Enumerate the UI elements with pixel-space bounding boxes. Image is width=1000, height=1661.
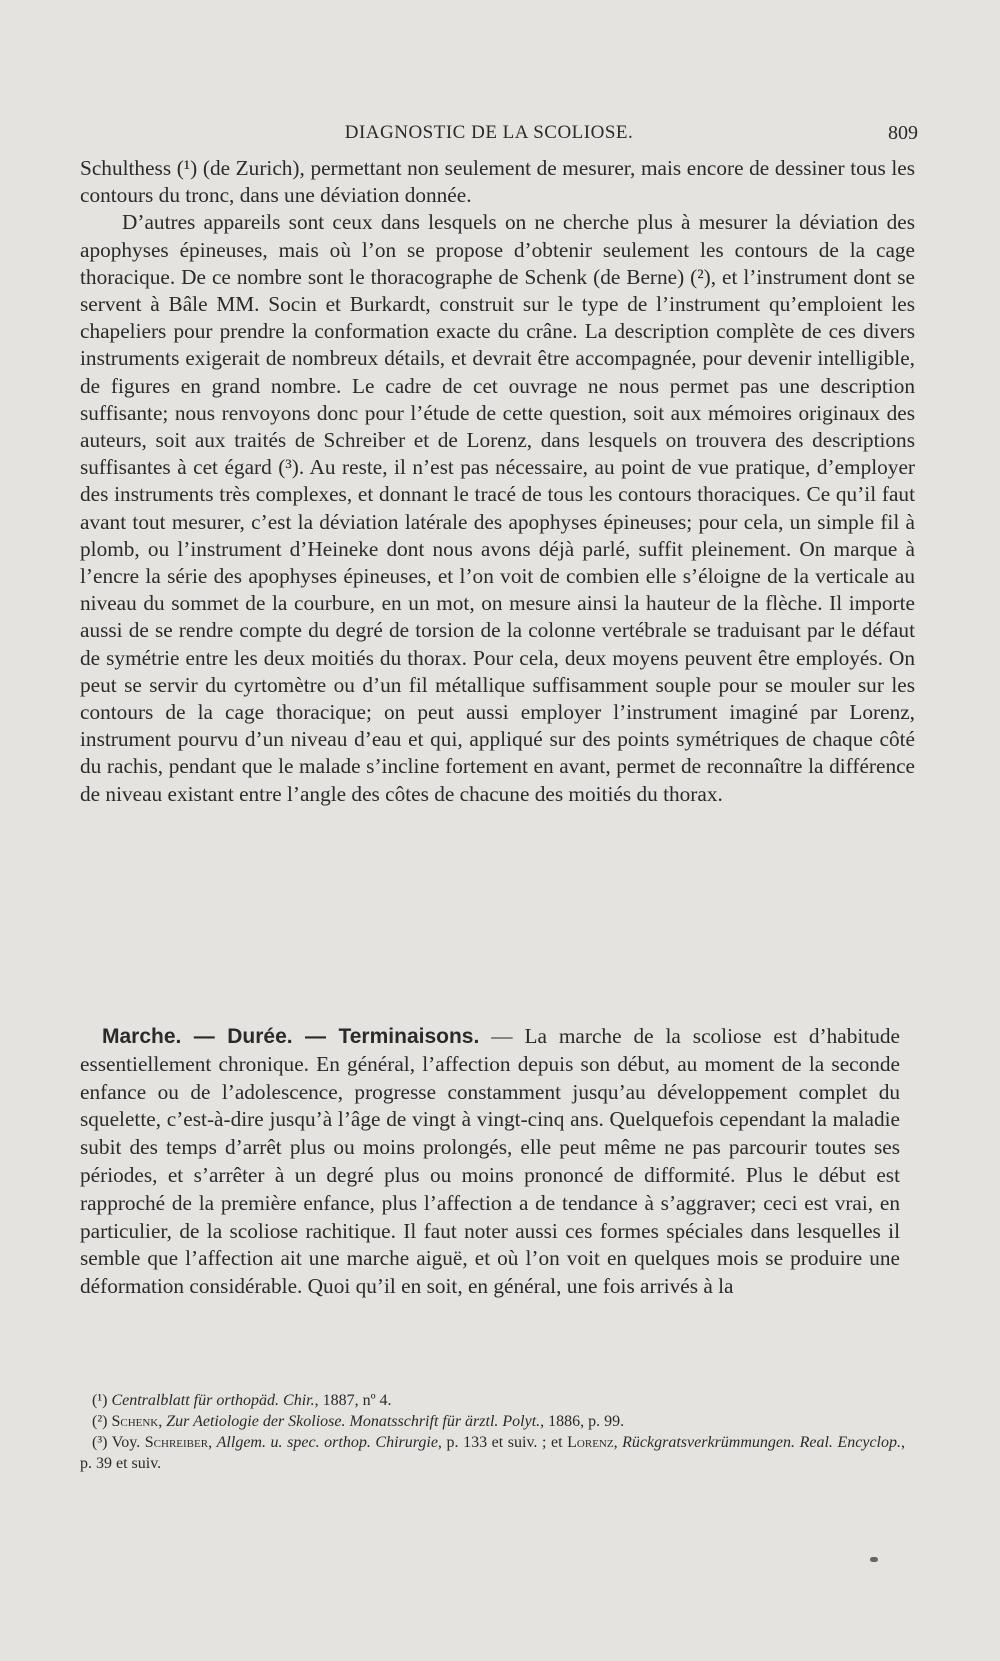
ink-speck	[870, 1557, 878, 1562]
body-text	[80, 155, 915, 808]
footnote-separator: ,	[613, 1434, 623, 1451]
footnote-rest: , 1886, p. 99.	[540, 1413, 625, 1430]
section-paragraph	[80, 1023, 900, 1301]
footnote-2	[80, 1411, 905, 1432]
footnote-separator: ,	[158, 1413, 167, 1430]
footnote-author: Schenk	[111, 1413, 159, 1430]
footnote-title: Allgem. u. spec. orthop. Chirurgie	[216, 1434, 438, 1451]
page-header	[60, 122, 918, 146]
footnote-rest: , p. 39 et suiv.	[80, 1434, 905, 1472]
footnote-separator: ,	[208, 1434, 217, 1451]
footnote-title: Centralblatt für orthopäd. Chir.	[111, 1392, 315, 1409]
page-number: 809	[888, 122, 918, 144]
footnote-author: Lorenz	[567, 1434, 614, 1451]
paragraph-continuation: Schulthess (¹) (de Zurich), permettant non seulement de mesurer, mais encore de dessiner tous les contours du tronc, dans une déviation donnée.	[80, 156, 915, 208]
footnote-pre: Voy.	[111, 1434, 145, 1451]
footnote-rest: , 1887, nº 4.	[314, 1392, 392, 1409]
running-title: DIAGNOSTIC DE LA SCOLIOSE.	[344, 122, 634, 143]
footnote-1	[80, 1390, 905, 1411]
section-marche	[80, 1023, 900, 1301]
footnote-mark: (²)	[92, 1413, 108, 1430]
footnotes	[80, 1390, 905, 1474]
footnote-mid: , p. 133 et suiv. ; et	[437, 1434, 568, 1451]
footnote-mark: (³)	[92, 1434, 108, 1451]
paragraph-instruments: D’autres appareils sont ceux dans lesquels on ne cherche plus à mesurer la déviation des apophyses épineuses, mais où l’on se propose d’obtenir seulement les contours de la cage thoracique. De ce nombre sont le thoracographe de Schenk (de Berne) (²), et l’instrument dont se servent à Bâle MM. Socin et Burkardt, construit sur le type de l’instrument qu’emploient les chapeliers pour prendre la conformation exacte du crâne. La description complète de ces divers instruments exigerait de nombreux détails, et devrait être accompagnée, pour devenir intelligible, de figures en grand nombre. Le cadre de cet ouvrage ne nous permet pas une description suffisante; nous renvoyons donc pour l’étude de cette question, soit aux mémoires originaux des auteurs, soit aux traités de Schreiber et de Lorenz, dans lesquels on trouvera des descriptions suffisantes à cet égard (³). Au reste, il n’est pas nécessaire, au point de vue pratique, d’employer des instruments très complexes, et donnant le tracé de tous les contours thoraciques. Ce qu’il faut avant tout mesurer, c’est la déviation latérale des apophyses épineuses; pour cela, un simple fil à plomb, ou l’instrument d’Heineke dont nous avons déjà parlé, suffit pleinement. On marque à l’encre la série des apophyses épineuses, et l’on voit de combien elle s’éloigne de la verticale au niveau du sommet de la courbure, en un mot, on mesure ainsi la hauteur de la flèche. Il importe aussi de se rendre compte du degré de torsion de la colonne vertébrale se traduisant par le défaut de symétrie entre les deux moitiés du thorax. Pour cela, deux moyens peuvent être employés. On peut se servir du cyrtomètre ou d’un fil métallique suffisamment souple pour se mouler sur les contours de la cage thoracique; on peut aussi employer l’instrument imaginé par Lorenz, instrument pourvu d’un niveau d’eau et qui, appliqué sur des points symétriques de chaque côté du rachis, pendant que le malade s’incline fortement en avant, permet de reconnaître la différence de niveau existant entre l’angle des côtes de chacune des moitiés du thorax.	[80, 210, 915, 806]
footnote-author: Schreiber	[144, 1434, 209, 1451]
section-heading: Marche. — Durée. — Terminaisons.	[102, 1025, 480, 1048]
footnote-3	[80, 1432, 905, 1474]
footnote-title: Rückgratsverkrümmungen. Real. Encyclop.	[622, 1434, 901, 1451]
footnote-title: Zur Aetiologie der Skoliose. Monatsschrift für ärztl. Polyt.	[166, 1413, 541, 1430]
footnote-mark: (¹)	[92, 1392, 108, 1409]
section-text: — La marche de la scoliose est d’habitude essentiellement chronique. En général, l’affection depuis son début, au moment de la seconde enfance ou de l’adolescence, progresse constamment jusqu’au développement complet du squelette, c’est-à-dire jusqu’à l’âge de vingt à vingt-cinq ans. Quelquefois cependant la maladie subit des temps d’arrêt plus ou moins prolongés, elle peut même ne pas parcourir toutes ses périodes, et s’arrêter à un degré plus ou moins prononcé de difformité. Plus le début est rapproché de la première enfance, plus l’affection a de tendance à s’aggraver; ceci est vrai, en particulier, de la scoliose rachitique. Il faut noter aussi ces formes spéciales dans lesquelles il semble que l’affection ait une marche aiguë, et où l’on voit en quelques mois se produire une déformation considérable. Quoi qu’il en soit, en général, une fois arrivés à la	[80, 1024, 900, 1299]
